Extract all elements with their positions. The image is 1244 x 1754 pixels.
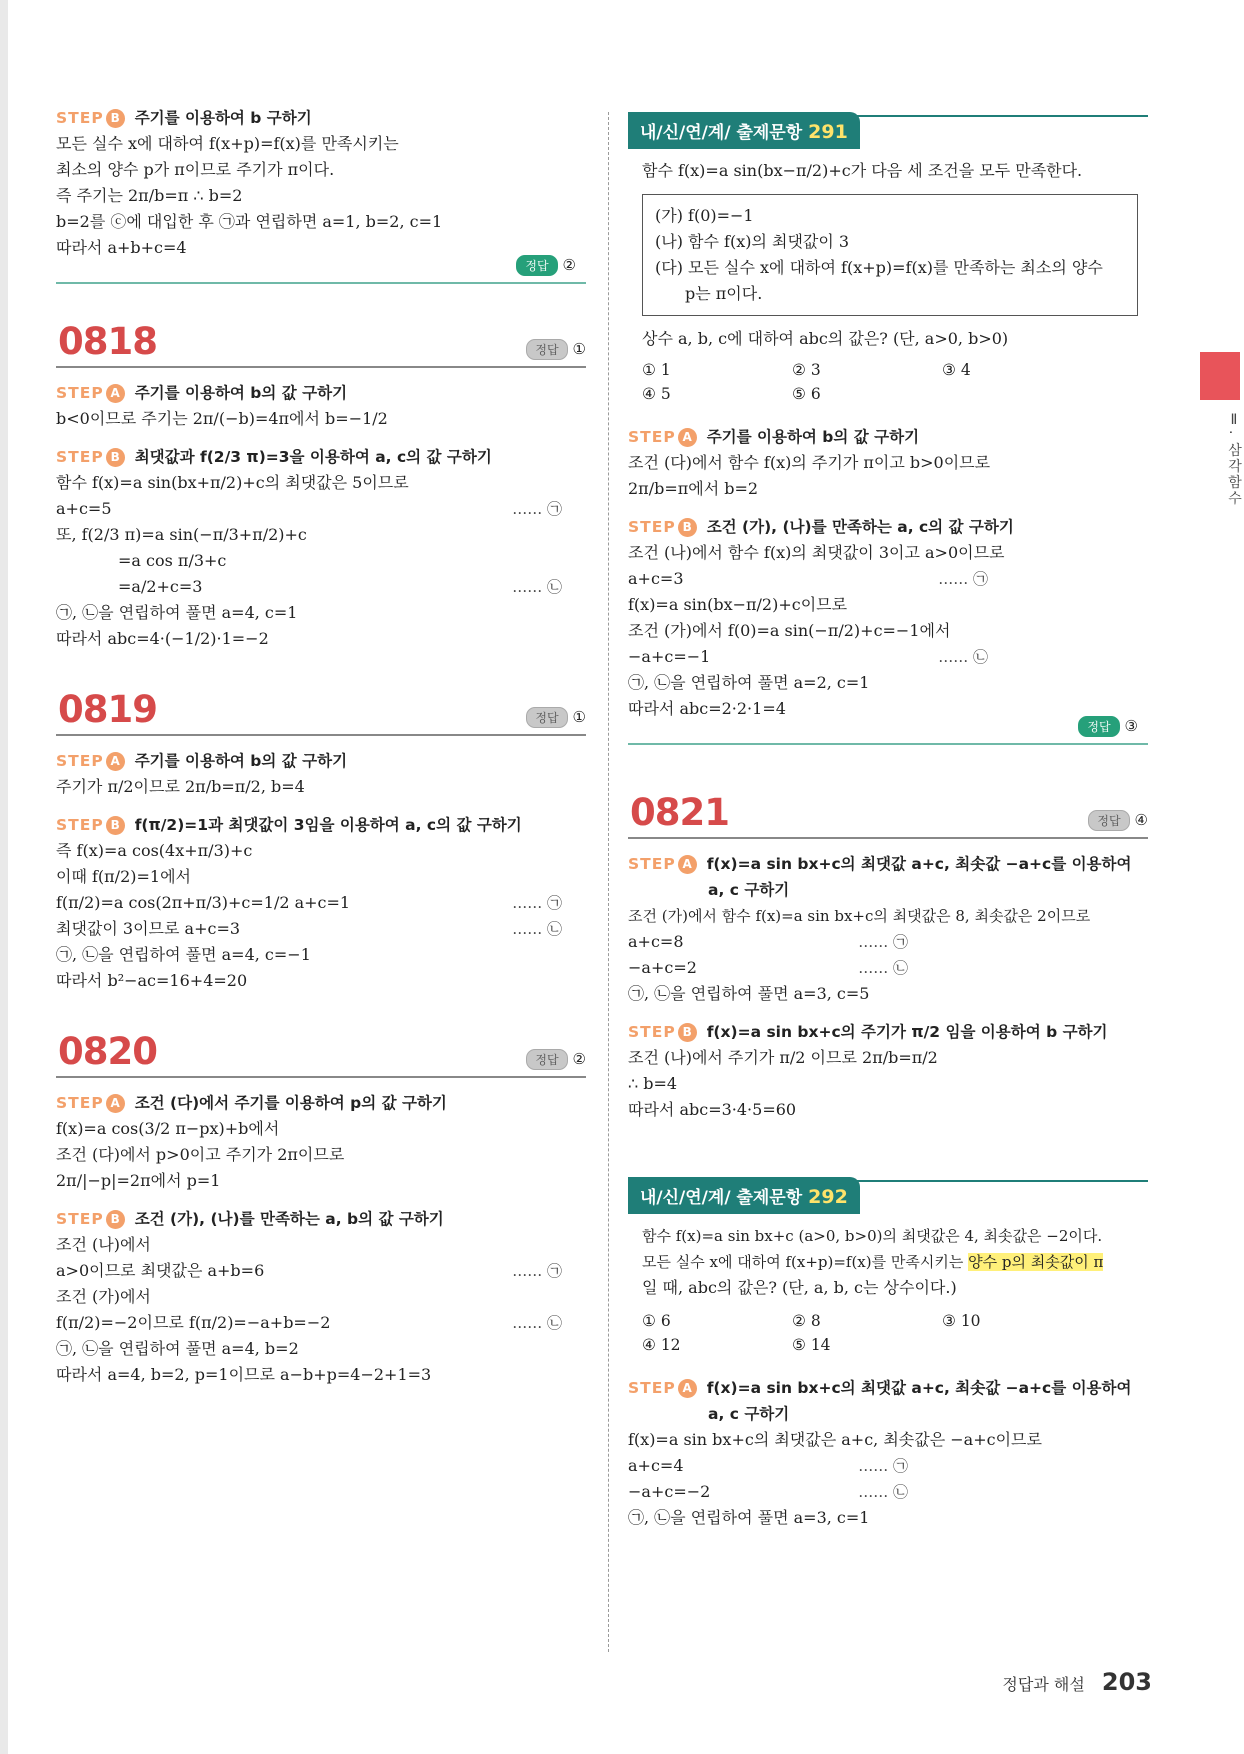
choice: ① 6 xyxy=(642,1312,671,1330)
text-line: ㉠, ㉡을 연립하여 풀면 a=3, c=5 xyxy=(628,984,870,1003)
condition: (가) f(0)=−1 xyxy=(655,206,754,225)
problem-header-0818 xyxy=(56,318,586,368)
step-b-header: STEP B 조건 (가), (나)를 만족하는 a, b의 값 구하기 xyxy=(56,1210,444,1228)
text-line: ㉠, ㉡을 연립하여 풀면 a=4, b=2 xyxy=(56,1339,299,1358)
text-line: 조건 (가)에서 xyxy=(56,1287,151,1306)
linked-question-badge: 내/신/연/계/ 출제문항 292 xyxy=(628,1177,860,1214)
text-line: =a/2+c=3 …… ㉡ xyxy=(118,577,562,596)
condition: (나) 함수 f(x)의 최댓값이 3 xyxy=(655,232,850,251)
text-line: ㉠, ㉡을 연립하여 풀면 a=4, c=1 xyxy=(56,603,298,622)
step-a-header: STEP A 주기를 이용하여 b의 값 구하기 xyxy=(628,428,920,446)
text-line: 최소의 양수 p가 π이므로 주기가 π이다. xyxy=(56,160,335,179)
answer: 정답 ① xyxy=(526,339,586,360)
question-text: 상수 a, b, c에 대하여 abc의 값은? (단, a>0, b>0) xyxy=(642,329,1009,348)
text-line: 주기가 π/2이므로 2π/b=π/2, b=4 xyxy=(56,777,305,796)
step-a-header: STEP A 주기를 이용하여 b의 값 구하기 xyxy=(56,752,348,770)
text-line: a+c=4 …… ㉠ xyxy=(628,1456,908,1475)
left-column xyxy=(56,105,586,1388)
text-line: =a cos π/3+c xyxy=(118,551,227,570)
step-a-header: STEP A 조건 (다)에서 주기를 이용하여 p의 값 구하기 xyxy=(56,1094,447,1112)
text-line: 따라서 abc=3·4·5=60 xyxy=(628,1100,797,1119)
problem-header-0821 xyxy=(628,789,1148,839)
text-line: −a+c=2 …… ㉡ xyxy=(628,958,908,977)
condition: (다) 모든 실수 x에 대하여 f(x+p)=f(x)를 만족하는 최소의 양수 xyxy=(655,258,1103,277)
text-line: 2π/b=π에서 b=2 xyxy=(628,479,759,498)
linked-question-292-header xyxy=(628,1177,1148,1213)
linked-question-badge: 내/신/연/계/ 출제문항 291 xyxy=(628,112,860,149)
choice: ⑤ 6 xyxy=(792,385,821,403)
answer: 정답 ④ xyxy=(1088,810,1148,831)
answer: 정답 ② xyxy=(526,1049,586,1070)
text-line: f(π/2)=a cos(2π+π/3)+c=1/2 a+c=1 …… ㉠ xyxy=(56,893,562,912)
text-line: ㉠, ㉡을 연립하여 풀면 a=2, c=1 xyxy=(628,673,870,692)
problem-header-0820 xyxy=(56,1028,586,1078)
step-a-header-cont: a, c 구하기 xyxy=(708,881,790,899)
condition-box xyxy=(642,194,1138,316)
text-line: a+c=5 …… ㉠ xyxy=(56,499,562,518)
choices xyxy=(642,1309,1148,1357)
header-rule xyxy=(828,115,1148,117)
page-footer xyxy=(1002,1668,1152,1696)
text-line: a+c=3 …… ㉠ xyxy=(628,569,988,588)
column-divider xyxy=(608,112,609,1652)
text-line: 따라서 abc=4·(−1/2)·1=−2 xyxy=(56,629,269,648)
step-b-header: STEP B f(π/2)=1과 최댓값이 3임을 이용하여 a, c의 값 구하기 xyxy=(56,816,522,834)
text-line: 또, f(2/3 π)=a sin(−π/3+π/2)+c xyxy=(56,525,307,544)
problem-number: 0819 xyxy=(58,688,157,731)
text-line: 이때 f(π/2)=1에서 xyxy=(56,867,191,886)
step-a-header: STEP A 주기를 이용하여 b의 값 구하기 xyxy=(56,384,348,402)
choice: ④ 5 xyxy=(642,385,671,403)
choice: ① 1 xyxy=(642,361,671,379)
question-stem: 함수 f(x)=a sin bx+c (a>0, b>0)의 최댓값은 4, 최솟값은 −2이다. xyxy=(642,1227,1103,1245)
question-stem: 일 때, abc의 값은? (단, a, b, c는 상수이다.) xyxy=(642,1278,957,1297)
text-line: a>0이므로 최댓값은 a+b=6 …… ㉠ xyxy=(56,1261,562,1280)
text-line: 모든 실수 x에 대하여 f(x+p)=f(x)를 만족시키는 xyxy=(56,134,399,153)
highlight: 양수 p의 최솟값이 π xyxy=(968,1253,1104,1271)
text-line: 함수 f(x)=a sin(bx+π/2)+c의 최댓값은 5이므로 xyxy=(56,473,409,492)
answer-value: ② xyxy=(562,256,576,274)
text-line: 조건 (가)에서 f(0)=a sin(−π/2)+c=−1에서 xyxy=(628,621,951,640)
text-line: 조건 (가)에서 함수 f(x)=a sin bx+c의 최댓값은 8, 최솟값은 2이므로 xyxy=(628,907,1091,925)
step-b-header: STEP B 주기를 이용하여 b 구하기 xyxy=(56,109,312,127)
text-line: −a+c=−2 …… ㉡ xyxy=(628,1482,908,1501)
text-line: a+c=8 …… ㉠ xyxy=(628,932,908,951)
header-rule xyxy=(828,1180,1148,1182)
text-line: ㉠, ㉡을 연립하여 풀면 a=4, c=−1 xyxy=(56,945,311,964)
choice: ② 3 xyxy=(792,361,821,379)
text-line: −a+c=−1 …… ㉡ xyxy=(628,647,988,666)
text-line: 조건 (나)에서 함수 f(x)의 최댓값이 3이고 a>0이므로 xyxy=(628,543,1005,562)
text-line: f(x)=a sin(bx−π/2)+c이므로 xyxy=(628,595,848,614)
answer-badge: 정답 xyxy=(1078,716,1119,737)
condition: p는 π이다. xyxy=(685,284,763,303)
step-a-header: STEP A f(x)=a sin bx+c의 최댓값 a+c, 최솟값 −a+c를 이용하여 xyxy=(628,855,1132,873)
problem-header-0819 xyxy=(56,686,586,736)
right-column xyxy=(628,112,1148,1531)
text-line: 최댓값이 3이므로 a+c=3 …… ㉡ xyxy=(56,919,562,938)
text-line: 2π/|−p|=2π에서 p=1 xyxy=(56,1171,221,1190)
problem-number: 0818 xyxy=(58,320,157,363)
page-number: 203 xyxy=(1101,1668,1152,1696)
text-line: 조건 (다)에서 p>0이고 주기가 2π이므로 xyxy=(56,1145,345,1164)
answer-value: ③ xyxy=(1124,717,1138,735)
choice: ⑤ 14 xyxy=(792,1336,831,1354)
choice: ② 8 xyxy=(792,1312,821,1330)
text-line: ㉠, ㉡을 연립하여 풀면 a=3, c=1 xyxy=(628,1508,870,1527)
problem-number: 0820 xyxy=(58,1030,157,1073)
text-line: 따라서 b²−ac=16+4=20 xyxy=(56,971,248,990)
text-line: 따라서 a=4, b=2, p=1이므로 a−b+p=4−2+1=3 xyxy=(56,1365,432,1384)
text-line: f(π/2)=−2이므로 f(π/2)=−a+b=−2 …… ㉡ xyxy=(56,1313,562,1332)
text-line: b<0이므로 주기는 2π/(−b)=4π에서 b=−1/2 xyxy=(56,409,388,428)
chapter-tab xyxy=(1200,352,1240,400)
step-a-header-cont: a, c 구하기 xyxy=(708,1405,790,1423)
question-stem: 함수 f(x)=a sin(bx−π/2)+c가 다음 세 조건을 모두 만족한다. xyxy=(642,161,1083,180)
linked-question-291-header xyxy=(628,112,1148,148)
text-line: 조건 (나)에서 xyxy=(56,1235,151,1254)
text-line: 따라서 a+b+c=4 xyxy=(56,238,187,257)
step-a-header: STEP A f(x)=a sin bx+c의 최댓값 a+c, 최솟값 −a+c를 이용하여 xyxy=(628,1379,1132,1397)
question-stem: 모든 실수 x에 대하여 f(x+p)=f(x)를 만족시키는 양수 p의 최솟값이 π xyxy=(642,1253,1104,1271)
chapter-label: Ⅱ. 삼각함수 xyxy=(1226,412,1242,507)
choices xyxy=(642,358,1148,406)
choice: ③ 10 xyxy=(942,1312,981,1330)
step-b-header: STEP B f(x)=a sin bx+c의 주기가 π/2 임을 이용하여 b 구하기 xyxy=(628,1023,1108,1041)
choice: ④ 12 xyxy=(642,1336,681,1354)
text-line: f(x)=a sin bx+c의 최댓값은 a+c, 최솟값은 −a+c이므로 xyxy=(628,1430,1042,1449)
text-line: f(x)=a cos(3/2 π−px)+b에서 xyxy=(56,1119,280,1138)
step-b-header: STEP B 최댓값과 f(2/3 π)=3을 이용하여 a, c의 값 구하기 xyxy=(56,448,492,466)
answer-badge: 정답 xyxy=(516,255,557,276)
text-line: 따라서 abc=2·2·1=4 xyxy=(628,699,786,718)
text-line: b=2를 ⓒ에 대입한 후 ㉠과 연립하면 a=1, b=2, c=1 xyxy=(56,212,443,231)
problem-number: 0821 xyxy=(630,791,729,834)
text-line: 조건 (나)에서 주기가 π/2 이므로 2π/b=π/2 xyxy=(628,1048,938,1067)
page-edge xyxy=(0,0,8,1754)
step-b-header: STEP B 조건 (가), (나)를 만족하는 a, c의 값 구하기 xyxy=(628,518,1014,536)
text-line: 즉 주기는 2π/b=π ∴ b=2 xyxy=(56,186,243,205)
answer: 정답 ① xyxy=(526,707,586,728)
text-line: 조건 (다)에서 함수 f(x)의 주기가 π이고 b>0이므로 xyxy=(628,453,991,472)
choice: ③ 4 xyxy=(942,361,971,379)
text-line: ∴ b=4 xyxy=(628,1074,678,1093)
footer-title: 정답과 해설 xyxy=(1002,1675,1085,1694)
text-line: 즉 f(x)=a cos(4x+π/3)+c xyxy=(56,841,253,860)
